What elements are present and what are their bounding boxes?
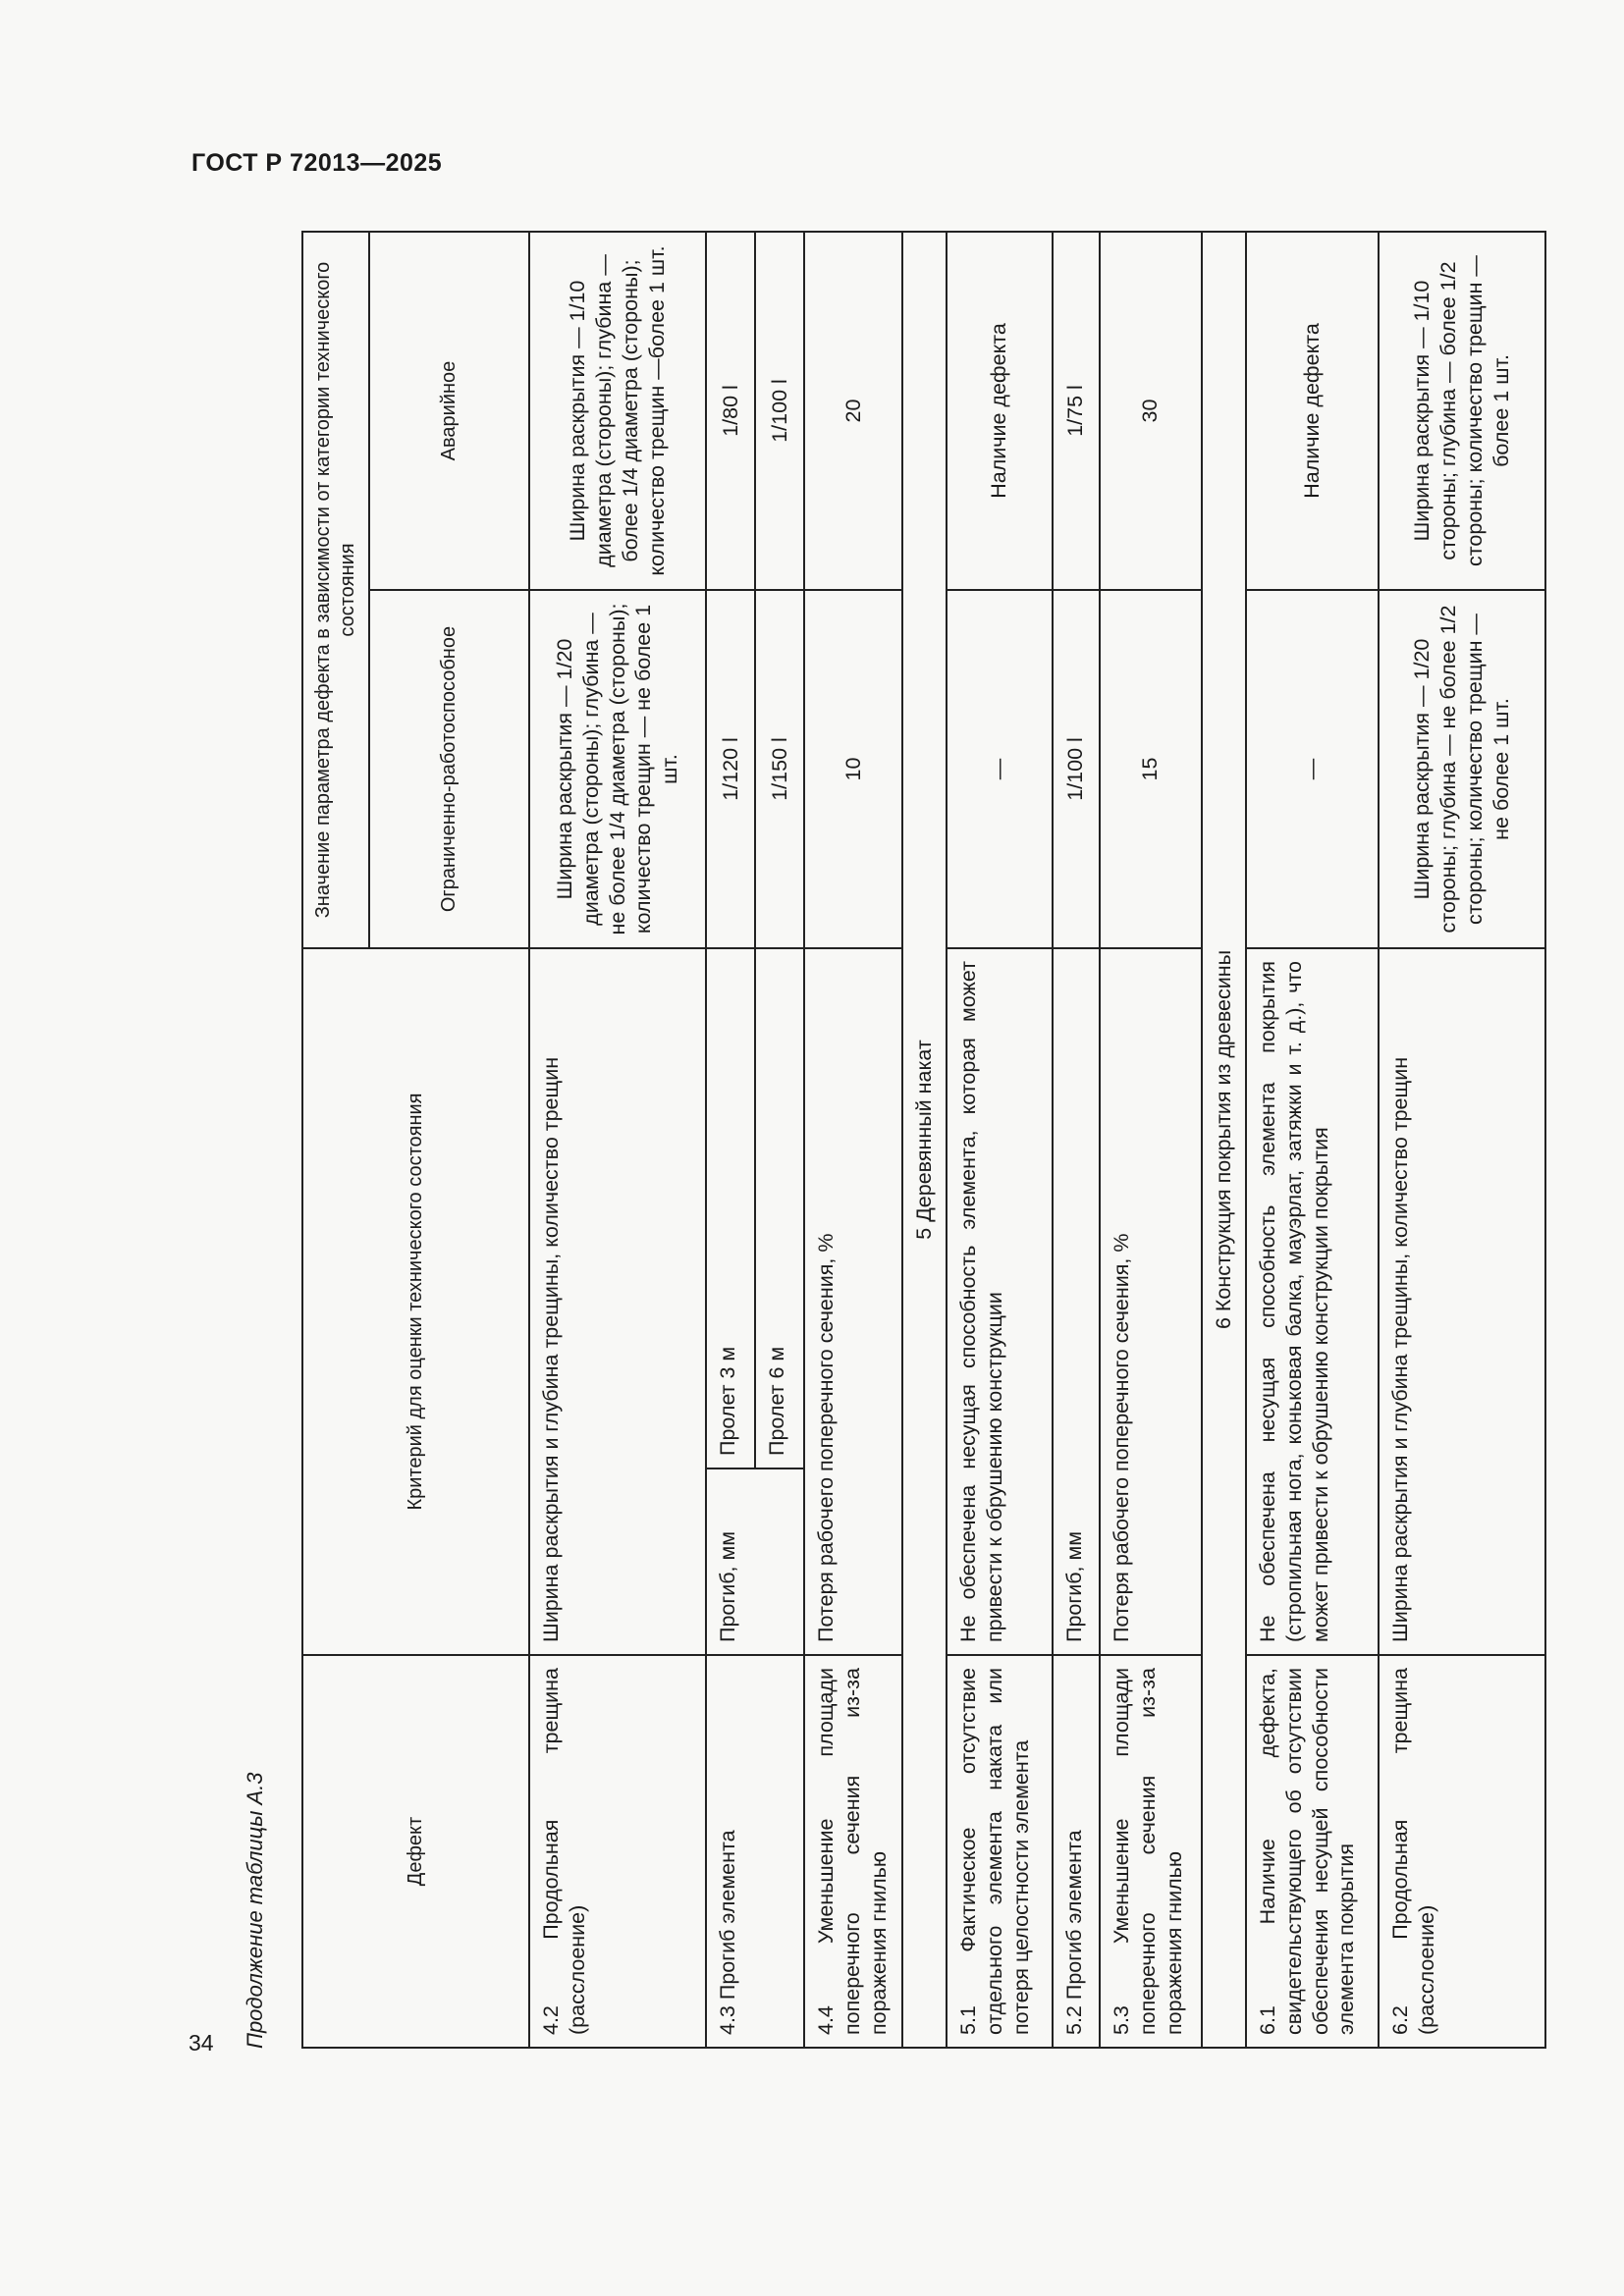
table-continuation-caption: Продолжение таблицы А.3 <box>243 1772 267 2049</box>
emergency-value-cell: 1/100 l <box>755 232 804 590</box>
criterion-cell: Прогиб, мм <box>706 1468 804 1655</box>
defect-cell: 4.3 Прогиб элемента <box>706 1655 804 2048</box>
table-row <box>529 232 706 2048</box>
limited-value-cell: 1/150 l <box>755 590 804 948</box>
limited-value-cell: — <box>947 590 1053 948</box>
criterion-cell: Ширина раскрытия и глубина трещины, количество трещин <box>1379 948 1545 1655</box>
header-emergency: Аварийное <box>369 232 529 590</box>
header-defect: Дефект <box>302 1655 529 2048</box>
header-limited: Ограниченно-работоспособное <box>369 590 529 948</box>
table-row <box>1379 232 1545 2048</box>
defects-table <box>301 231 1546 2049</box>
header-values: Значение параметра дефекта в зависимости от категории технического состояния <box>302 232 369 948</box>
emergency-value-cell: 1/75 l <box>1053 232 1100 590</box>
page-number: 34 <box>189 2030 214 2056</box>
limited-value-cell: — <box>1246 590 1379 948</box>
limited-value-cell: 15 <box>1100 590 1202 948</box>
criterion-cell: Не обеспечена несущая способность элемента покрытия (стропильная нога, коньковая балка, мауэрлат, затяжки и т. д.), что может привести к обрушению конструкции покрытия <box>1246 948 1379 1655</box>
rotated-table-area <box>243 233 1513 2049</box>
emergency-value-cell: Наличие дефекта <box>1246 232 1379 590</box>
emergency-value-cell: Ширина раскрытия — 1/10 стороны; глубина — более 1/2 стороны; количество трещин — более 1 шт. <box>1379 232 1545 590</box>
criterion-cell: Не обеспечена несущая способность элемента, которая может привести к обрушению конструкции <box>947 948 1053 1655</box>
section-title: 6 Конструкция покрытия из древесины <box>1202 232 1246 2048</box>
defect-cell: 5.1 Фактическое отсутствие отдельного элемента наката или потеря целостности элемента <box>947 1655 1053 2048</box>
table-row <box>1100 232 1202 2048</box>
table-row <box>706 232 755 2048</box>
section-row <box>902 232 947 2048</box>
limited-value-cell: 1/100 l <box>1053 590 1100 948</box>
document-code: ГОСТ Р 72013—2025 <box>191 149 443 177</box>
criterion-cell: Потеря рабочего поперечного сечения, % <box>804 948 902 1655</box>
criterion-cell: Ширина раскрытия и глубина трещины, количество трещин <box>529 948 706 1655</box>
table-row <box>947 232 1053 2048</box>
limited-value-cell: 10 <box>804 590 902 948</box>
emergency-value-cell: Ширина раскрытия — 1/10 диаметра (стороны); глубина — более 1/4 диаметра (стороны); количество трещин —более 1 шт. <box>529 232 706 590</box>
defect-cell: 6.1 Наличие дефекта, свидетельствующего об отсутствии обеспечения несущей способности элемента покрытия <box>1246 1655 1379 2048</box>
limited-value-cell: Ширина раскрытия — 1/20 стороны; глубина — не более 1/2 стороны; количество трещин — не более 1 шт. <box>1379 590 1545 948</box>
table-row <box>804 232 902 2048</box>
defect-cell: 6.2 Продольная трещина (расслоение) <box>1379 1655 1545 2048</box>
limited-value-cell: 1/120 l <box>706 590 755 948</box>
span-label-cell: Пролет 3 м <box>706 948 755 1468</box>
header-criterion: Критерий для оценки технического состояния <box>302 948 529 1655</box>
section-row <box>1202 232 1246 2048</box>
span-label-cell: Пролет 6 м <box>755 948 804 1468</box>
limited-value-cell: Ширина раскрытия — 1/20 диаметра (стороны); глубина — не более 1/4 диаметра (стороны); количество трещин — не более 1 шт. <box>529 590 706 948</box>
emergency-value-cell: 1/80 l <box>706 232 755 590</box>
emergency-value-cell: 20 <box>804 232 902 590</box>
table-row <box>1053 232 1100 2048</box>
defect-cell: 5.3 Уменьшение площади поперечного сечения из-за поражения гнилью <box>1100 1655 1202 2048</box>
emergency-value-cell: Наличие дефекта <box>947 232 1053 590</box>
emergency-value-cell: 30 <box>1100 232 1202 590</box>
defect-cell: 5.2 Прогиб элемента <box>1053 1655 1100 2048</box>
defect-cell: 4.2 Продольная трещина (расслоение) <box>529 1655 706 2048</box>
criterion-cell: Потеря рабочего поперечного сечения, % <box>1100 948 1202 1655</box>
section-title: 5 Деревянный накат <box>902 232 947 2048</box>
defect-cell: 4.4 Уменьшение площади поперечного сечения из-за поражения гнилью <box>804 1655 902 2048</box>
table-row <box>1246 232 1379 2048</box>
criterion-cell: Прогиб, мм <box>1053 948 1100 1655</box>
